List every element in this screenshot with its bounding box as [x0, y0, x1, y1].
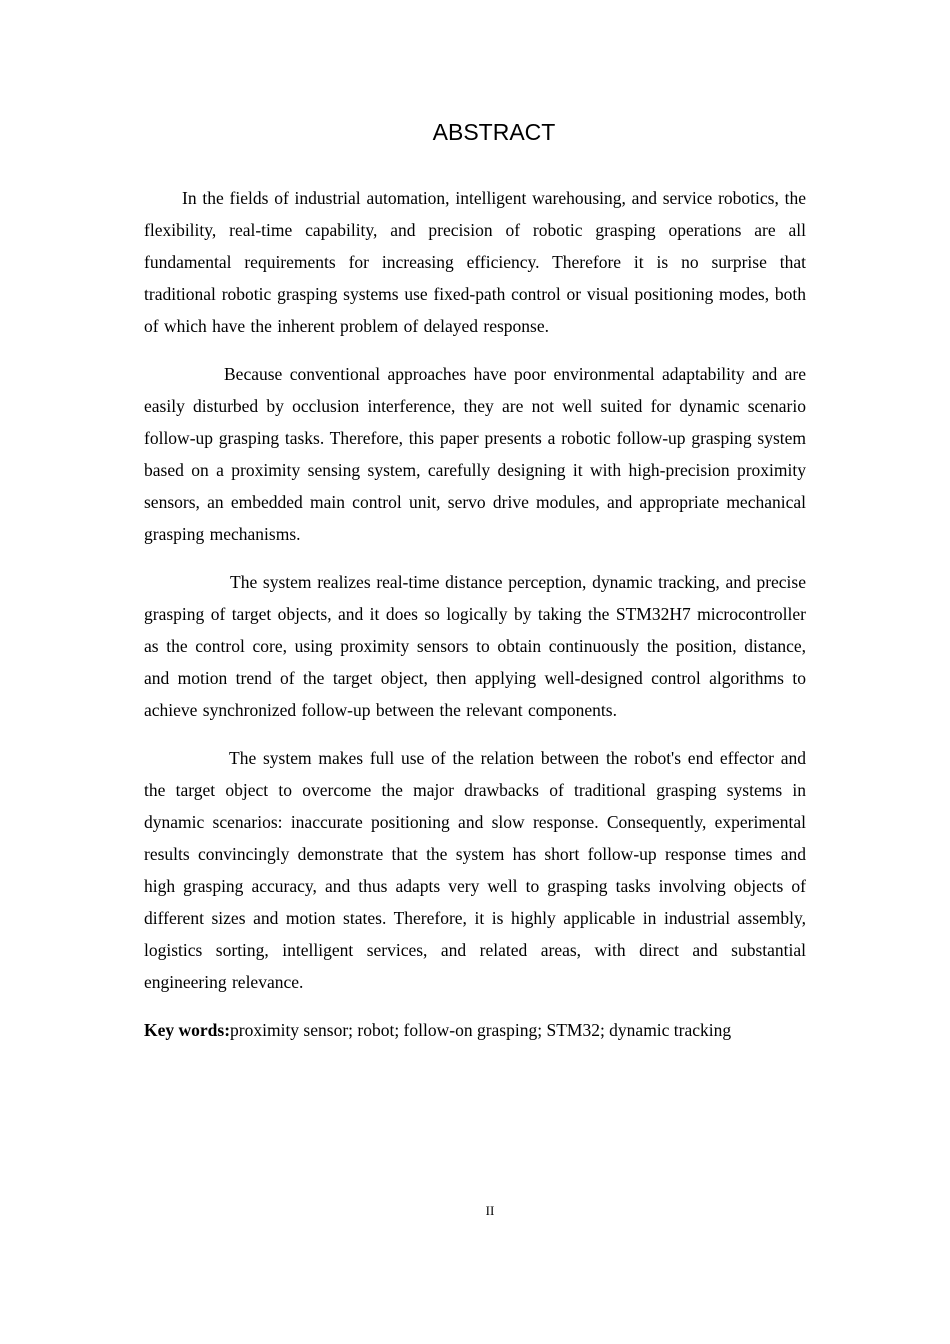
abstract-paragraph-2: Because conventional approaches have poor environmental adaptability and are easily disturbed by occlusion interference, they are not well suited for dynamic scenario follow-up grasping tasks. Therefore, this paper presents a robotic follow-up grasping system based on a proximity sensing system, carefully designing it with high-precision proximity sensors, an embedded main control unit, servo drive modules, and appropriate mechanical grasping mechanisms.: [144, 364, 806, 544]
page-title: ABSTRACT: [432, 119, 556, 145]
page-number: II: [485, 1203, 495, 1218]
abstract-paragraph-4: The system makes full use of the relation between the robot's end effector and the target object to overcome the major drawbacks of traditional grasping systems in dynamic scenarios: inaccurate positioning and slow response. Consequently, experimental results convincingly demonstrate that the system has short follow-up response times and high grasping accuracy, and thus adapts very well to grasping tasks involving objects of different sizes and motion states. Therefore, it is highly applicable in industrial assembly, logistics sorting, intelligent services, and related areas, with direct and substantial engineering relevance.: [144, 748, 806, 992]
abstract-body: [144, 182, 806, 1046]
keywords-label: Key words:: [144, 1020, 231, 1040]
abstract-paragraph-1: In the fields of industrial automation, intelligent warehousing, and service robotics, the flexibility, real-time capability, and precision of robotic grasping operations are all fundamental requirements for increasing efficiency. Therefore it is no surprise that traditional robotic grasping systems use fixed-path control or visual positioning modes, both of which have the inherent problem of delayed response.: [144, 188, 806, 336]
keywords-text: proximity sensor; robot; follow-on grasping; STM32; dynamic tracking: [230, 1020, 732, 1040]
keywords-line: [144, 1014, 806, 1046]
abstract-paragraph-3: The system realizes real-time distance perception, dynamic tracking, and precise grasping of target objects, and it does so logically by taking the STM32H7 microcontroller as the control core, using proximity sensors to obtain continuously the position, distance, and motion trend of the target object, then applying well-designed control algorithms to achieve synchronized follow-up between the relevant components.: [144, 572, 806, 720]
